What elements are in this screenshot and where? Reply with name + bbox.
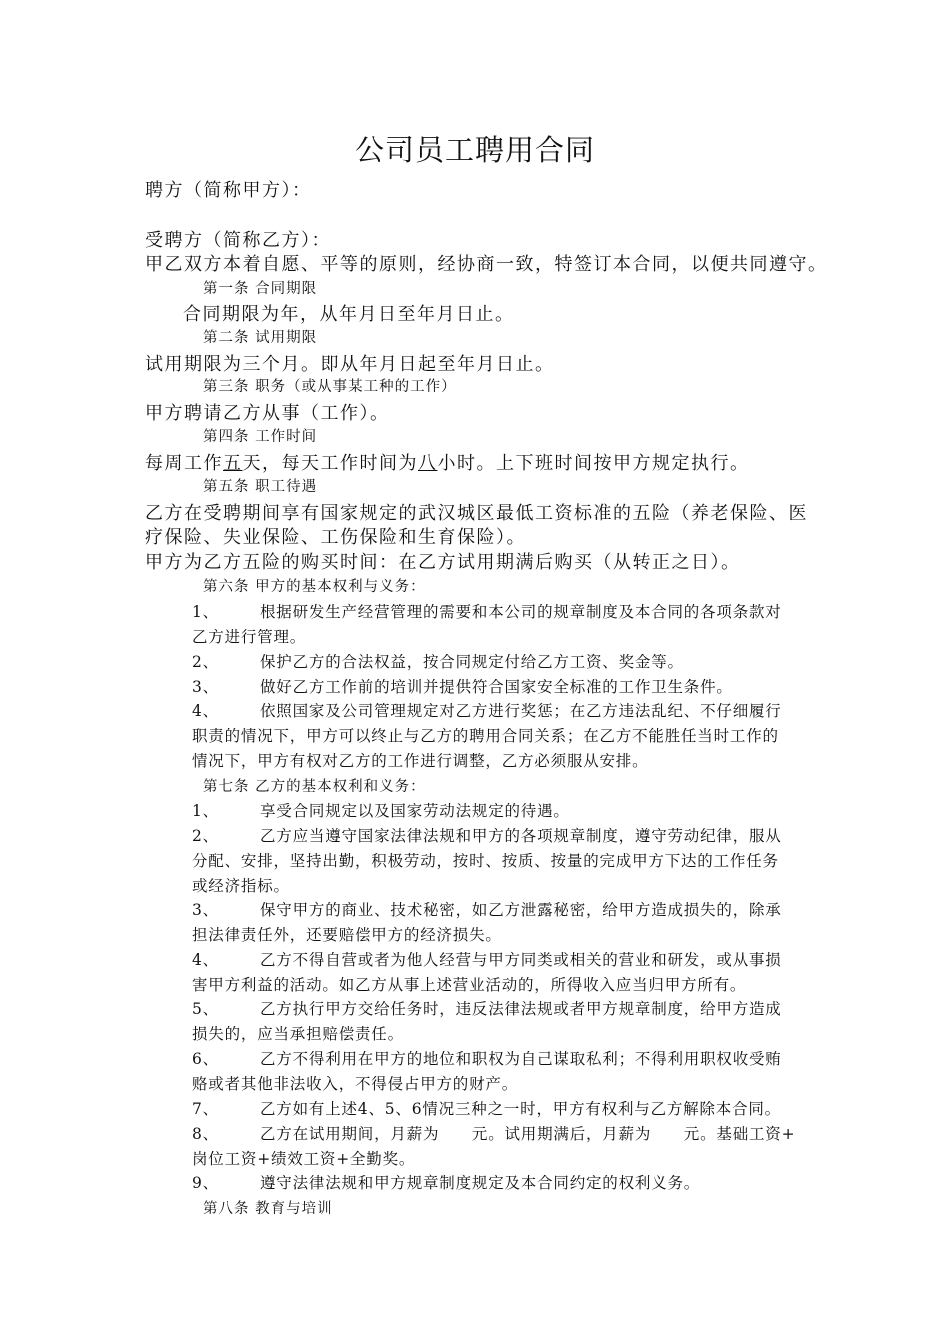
item-number: 4、 bbox=[192, 951, 219, 969]
section-6-item-4-cont-2: 情况下，甲方有权对乙方的工作进行调整，乙方必须服从安排。 bbox=[192, 752, 649, 770]
item-number: 3、 bbox=[192, 901, 219, 919]
item-text: 乙方不得自营或者为他人经营与甲方同类或相关的营业和研发，或从事损 bbox=[260, 951, 782, 969]
item-text: 依照国家及公司管理规定对乙方进行奖惩；在乙方违法乱纪、不仔细履行 bbox=[260, 702, 782, 720]
section-7-item-5 bbox=[192, 997, 782, 1019]
item-number: 1、 bbox=[192, 603, 219, 621]
document-title: 公司员工聘用合同 bbox=[354, 133, 595, 167]
section-5-line-3: 甲方为乙方五险的购买时间：在乙方试用期满后购买（从转正之日）。 bbox=[145, 552, 741, 573]
section-5-line-1: 乙方在受聘期间享有国家规定的武汉城区最低工资标准的五险（养老保险、医 bbox=[145, 503, 808, 524]
section-1-body: 合同期限为年，从年月日至年月日止。 bbox=[183, 304, 515, 325]
section-4-text-2: 天，每天工作时间为 bbox=[242, 453, 418, 474]
section-7-item-9 bbox=[192, 1171, 700, 1193]
section-1-title: 第一条 合同期限 bbox=[203, 281, 318, 297]
item-number: 2、 bbox=[192, 827, 219, 845]
section-5-title: 第五条 职工待遇 bbox=[203, 479, 318, 495]
section-7-item-8 bbox=[192, 1122, 795, 1144]
section-4-body bbox=[145, 449, 750, 475]
section-6-item-1 bbox=[192, 600, 782, 622]
section-7-item-4-cont: 害甲方利益的活动。如乙方从事上述营业活动的，所得收入应当归甲方所有。 bbox=[192, 976, 747, 994]
section-6-title: 第六条 甲方的基本权利与义务： bbox=[203, 579, 426, 595]
section-4-title: 第四条 工作时间 bbox=[203, 429, 318, 445]
section-7-title: 第七条 乙方的基本权利和义务： bbox=[203, 779, 426, 795]
item-number: 9、 bbox=[192, 1174, 219, 1192]
section-7-item-3 bbox=[192, 898, 782, 920]
section-7-item-6-cont: 赂或者其他非法收入，不得侵占甲方的财产。 bbox=[192, 1075, 519, 1093]
section-2-body: 试用期限为三个月。即从年月日起至年月日止。 bbox=[145, 354, 555, 375]
section-7-item-4 bbox=[192, 948, 782, 970]
section-7-item-7 bbox=[192, 1097, 781, 1119]
section-3-title: 第三条 职务（或从事某工种的工作） bbox=[203, 379, 457, 395]
section-6-item-2 bbox=[192, 650, 684, 672]
section-7-item-2 bbox=[192, 824, 782, 846]
section-2-title: 第二条 试用期限 bbox=[203, 330, 318, 346]
item-text: 根据研发生产经营管理的需要和本公司的规章制度及本合同的各项条款对 bbox=[260, 603, 782, 621]
section-6-item-4-cont-1: 职责的情况下，甲方可以终止与乙方的聘用合同关系；在乙方不能胜任当时工作的 bbox=[192, 727, 779, 745]
item-number: 7、 bbox=[192, 1100, 219, 1118]
item-number: 2、 bbox=[192, 653, 219, 671]
section-7-item-5-cont: 损失的，应当承担赔偿责任。 bbox=[192, 1025, 404, 1043]
section-6-item-4 bbox=[192, 699, 782, 721]
item-text: 乙方不得利用在甲方的地位和职权为自己谋取私利；不得利用职权收受贿 bbox=[260, 1050, 782, 1068]
section-7-item-3-cont: 担法律责任外，还要赔偿甲方的经济损失。 bbox=[192, 926, 502, 944]
item-number: 5、 bbox=[192, 1000, 219, 1018]
item-text: 乙方应当遵守国家法律法规和甲方的各项规章制度，遵守劳动纪律，服从 bbox=[260, 827, 782, 845]
section-6-item-3 bbox=[192, 675, 733, 697]
preamble: 甲乙双方本着自愿、平等的原则，经协商一致，特签订本合同，以便共同遵守。 bbox=[145, 254, 828, 275]
section-8-title: 第八条 教育与培训 bbox=[203, 1201, 333, 1217]
section-4-text-3: 小时。上下班时间按甲方规定执行。 bbox=[437, 453, 750, 474]
item-number: 1、 bbox=[192, 802, 219, 820]
party-a-label: 聘方（简称甲方）： bbox=[145, 180, 312, 201]
section-3-body: 甲方聘请乙方从事（工作）。 bbox=[145, 403, 390, 424]
section-7-item-2-cont-2: 或经济指标。 bbox=[192, 877, 290, 895]
item-text: 做好乙方工作前的培训并提供符合国家安全标准的工作卫生条件。 bbox=[260, 678, 733, 696]
item-text: 乙方执行甲方交给任务时，违反法律法规或者甲方规章制度，给甲方造成 bbox=[260, 1000, 782, 1018]
item-text: 保守甲方的商业、技术秘密，如乙方泄露秘密，给甲方造成损失的，除承 bbox=[260, 901, 782, 919]
section-4-text-1: 每周工作 bbox=[145, 453, 223, 474]
item-text: 遵守法律法规和甲方规章制度规定及本合同约定的权利义务。 bbox=[260, 1174, 701, 1192]
work-hours-value: 八 bbox=[418, 453, 438, 474]
item-number: 3、 bbox=[192, 678, 219, 696]
item-text: 乙方在试用期间，月薪为 元。试用期满后，月薪为 元。基础工资+ bbox=[260, 1125, 796, 1143]
work-days-value: 五 bbox=[223, 453, 243, 474]
party-b-label: 受聘方（简称乙方）： bbox=[145, 230, 331, 251]
item-text: 享受合同规定以及国家劳动法规定的待遇。 bbox=[260, 802, 570, 820]
section-7-item-2-cont-1: 分配、安排，坚持出勤，积极劳动，按时、按质、按量的完成甲方下达的工作任务 bbox=[192, 852, 779, 870]
item-text: 保护乙方的合法权益，按合同规定付给乙方工资、奖金等。 bbox=[260, 653, 684, 671]
item-text: 乙方如有上述4、5、6情况三种之一时，甲方有权利与乙方解除本合同。 bbox=[260, 1100, 781, 1118]
section-7-item-1 bbox=[192, 799, 570, 821]
item-number: 8、 bbox=[192, 1125, 219, 1143]
section-6-item-1-cont: 乙方进行管理。 bbox=[192, 628, 307, 646]
item-number: 6、 bbox=[192, 1050, 219, 1068]
section-7-item-6 bbox=[192, 1047, 782, 1069]
section-5-line-2: 疗保险、失业保险、工伤保险和生育保险）。 bbox=[145, 527, 526, 548]
item-number: 4、 bbox=[192, 702, 219, 720]
section-7-item-8-cont: 岗位工资+绩效工资+全勤奖。 bbox=[192, 1150, 416, 1168]
